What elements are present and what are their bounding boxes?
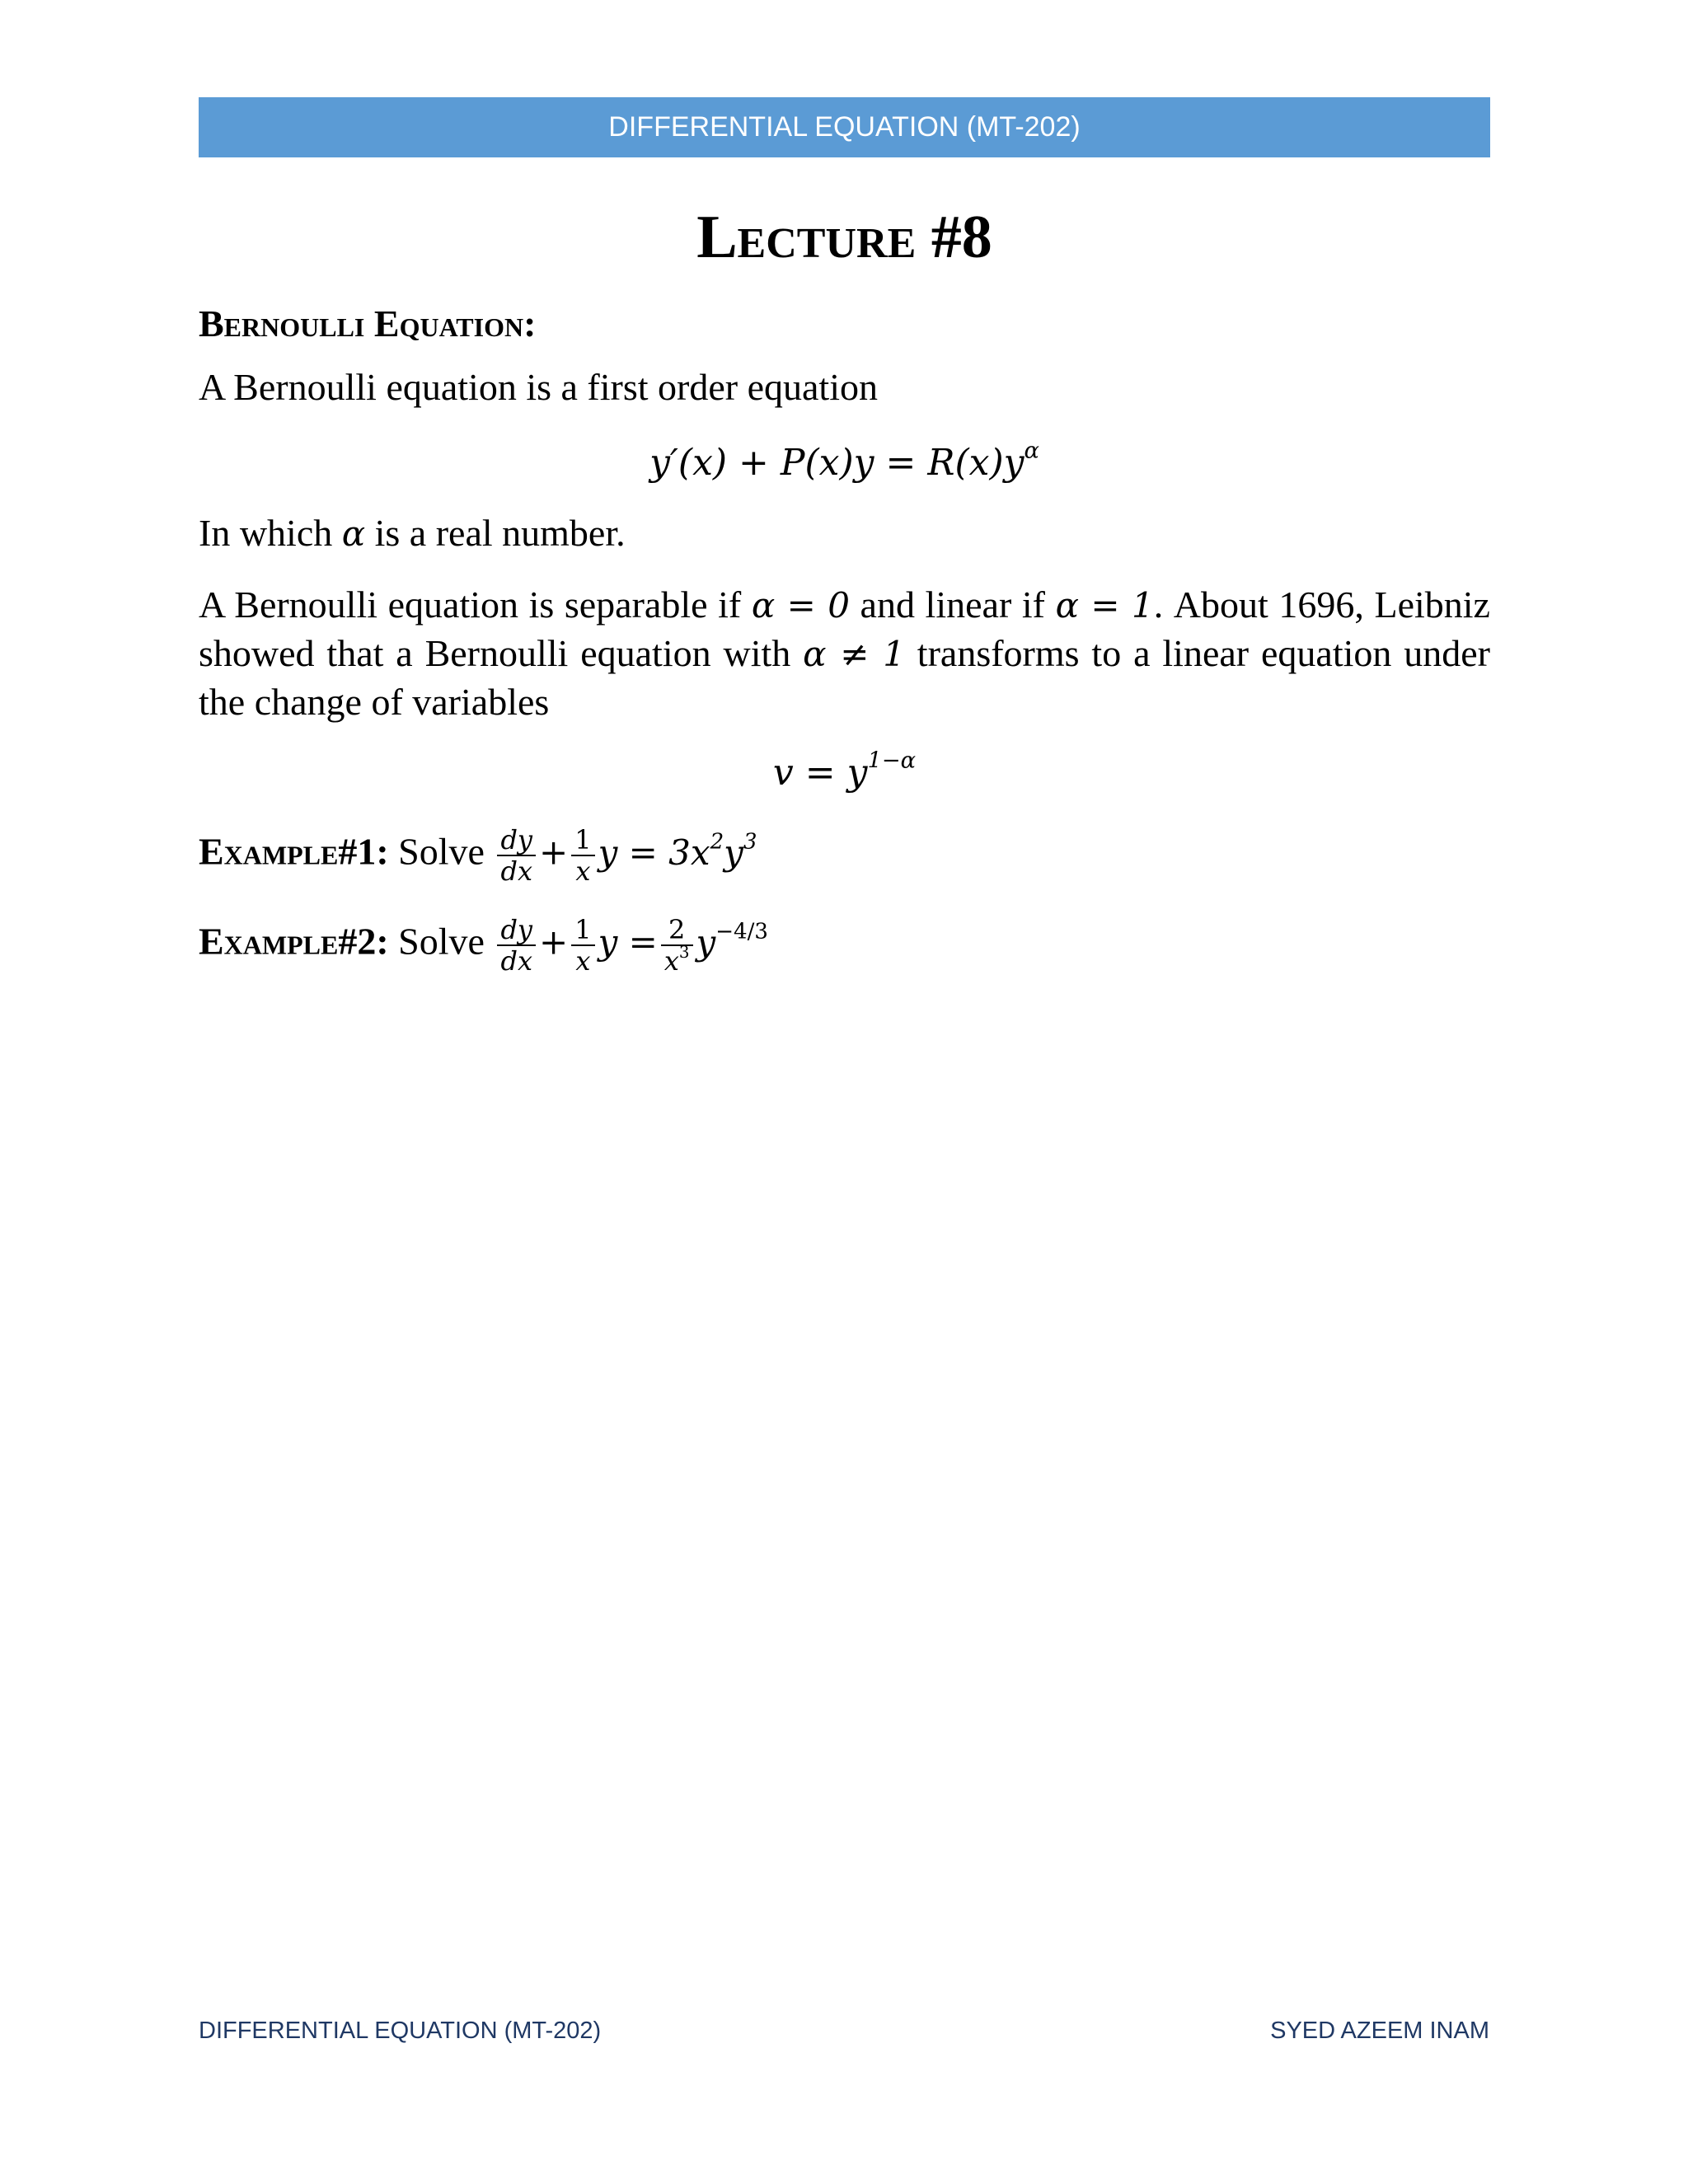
alpha-eq-1: α = 1 — [1055, 585, 1154, 626]
two-over-x-cubed-fraction — [661, 915, 693, 976]
example-2-verb: Solve — [398, 920, 485, 963]
section-heading: Bernoulli Equation: — [199, 302, 537, 344]
frac-numerator: 2 — [661, 915, 693, 946]
example-1-rhs: $y = 3x^2y^3$ — [598, 829, 757, 873]
example-2 — [199, 915, 768, 976]
frac-denominator: x — [575, 945, 591, 977]
substitution-equation — [199, 748, 1490, 798]
bernoulli-exponent: α — [1024, 438, 1039, 464]
substitution-lhs: v = y — [772, 752, 868, 794]
p3-a: A Bernoulli equation is separable if — [199, 583, 752, 626]
plus-sign: + — [539, 832, 569, 873]
bernoulli-equation — [199, 438, 1490, 488]
alpha-symbol: α — [341, 513, 366, 554]
frac-numerator: dy — [497, 915, 536, 946]
frac-denominator: dx — [500, 855, 532, 887]
plus-sign: + — [539, 921, 569, 963]
dy-dx-fraction — [497, 915, 536, 976]
example-2-y-power: $y^{-4/3}$ — [696, 919, 768, 963]
frac-numerator: 1 — [571, 825, 594, 856]
p3-b: and linear if — [849, 583, 1056, 626]
frac-denominator: x — [575, 855, 591, 887]
alpha-eq-0: α = 0 — [751, 585, 850, 626]
alpha-ne-1: α ≠ 1 — [803, 634, 905, 674]
frac-numerator: 1 — [571, 915, 594, 946]
footer-left: DIFFERENTIAL EQUATION (MT-202) — [199, 2018, 602, 2044]
which-post: is a real number. — [365, 512, 626, 554]
substitution-exponent: 1−α — [867, 748, 917, 774]
footer-right: SYED AZEEM INAM — [1270, 2018, 1489, 2044]
example-1-label: Example#1: — [199, 830, 389, 873]
example-1 — [199, 825, 757, 886]
separable-paragraph — [199, 581, 1490, 726]
example-1-verb: Solve — [398, 830, 485, 873]
frac-numerator: dy — [497, 825, 536, 856]
page-title: Lecture #8 — [696, 204, 992, 271]
example-2-label: Example#2: — [199, 920, 389, 963]
frac-denominator: $x^3$ — [663, 943, 690, 977]
intro-paragraph: A Bernoulli equation is a first order equation — [199, 366, 878, 408]
p3-c: . About 1696, Leibniz showed that a Bernoulli equation with — [199, 583, 1490, 674]
which-pre: In which — [199, 512, 342, 554]
bernoulli-lhs: y′(x) + P(x)y = R(x)y — [649, 442, 1025, 484]
example-2-y-eq: y = — [598, 921, 658, 963]
alpha-definition — [199, 509, 1490, 558]
header-banner: DIFFERENTIAL EQUATION (MT-202) — [199, 97, 1490, 157]
one-over-x-fraction — [571, 915, 594, 976]
p3-d: transforms to a linear equation under the change of variables — [199, 632, 1490, 723]
dy-dx-fraction — [497, 825, 536, 886]
one-over-x-fraction — [571, 825, 594, 886]
frac-denominator: dx — [500, 945, 532, 977]
